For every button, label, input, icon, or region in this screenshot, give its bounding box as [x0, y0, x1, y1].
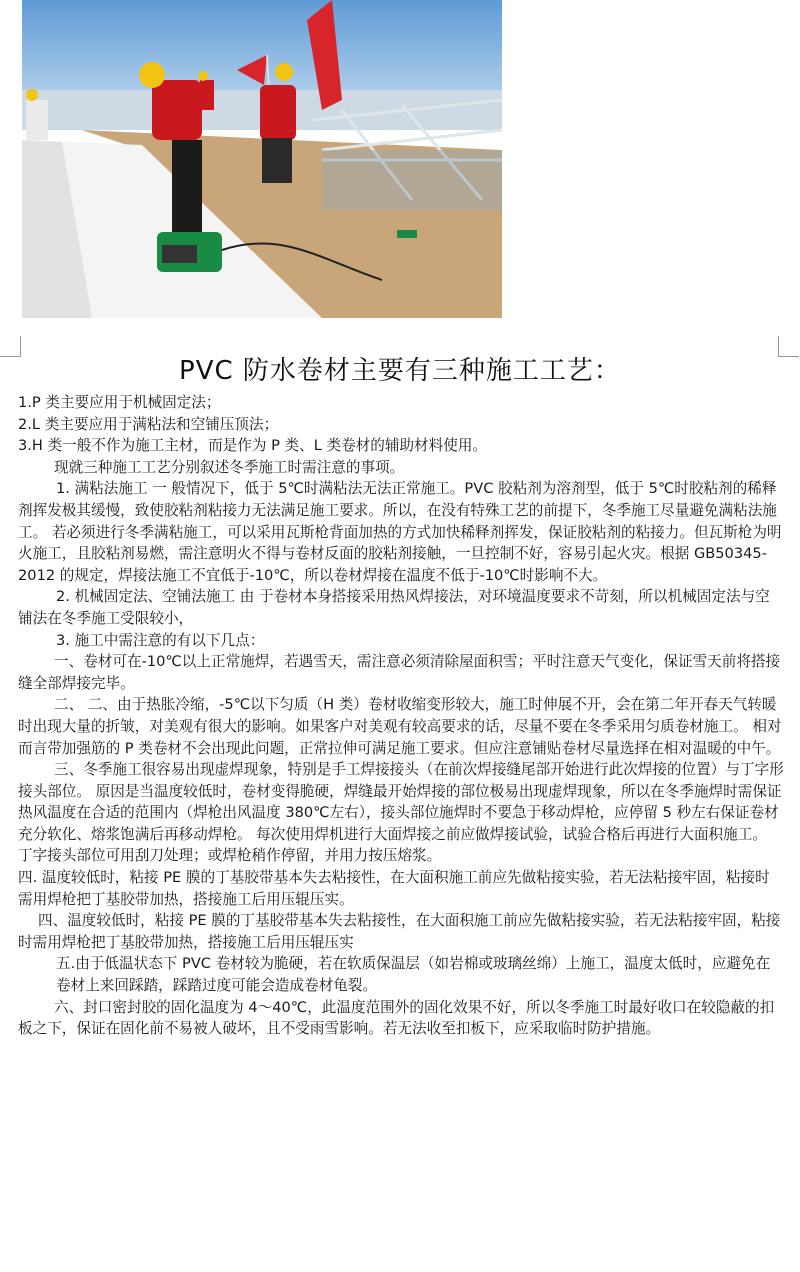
- paragraph-note-3: 三、冬季施工很容易出现虚焊现象，特别是手工焊接接头（在前次焊接缝尾部开始进行此次焊接的位置）与丁字形接头部位。 原因是当温度较低时，卷材变得脆硬，焊缝最开始焊接的部位极易出现虚焊现象，所以在冬季施焊时需保证热风温度在合适的范围内（焊枪出风温度 380℃左右），接头部位施焊时不要急于移动焊枪，应停留 5 秒左右保证卷材充分软化、熔浆饱满后再移动焊枪。 每次使用焊机进行大面焊接之前应做焊接试验，试验合格后再进行大面积施工。 丁字接头部位可用刮刀处理；或焊枪稍作停留，并用力按压熔浆。: [18, 761, 784, 865]
- construction-photo: [22, 0, 502, 318]
- paragraph-note-4a: 四. 温度较低时，粘接 PE 膜的丁基胶带基本失去粘接性，在大面积施工前应先做粘接实验，若无法粘接牢固，粘接时需用焊枪把丁基胶带加热，搭接施工后用压辊压实。: [18, 869, 770, 908]
- paragraph-note-1: 一、卷材可在-10℃以上正常施焊，若遇雪天，需注意必须清除屋面积雪；平时注意天气变化，保证雪天前将搭接缝全部焊接完毕。: [18, 653, 781, 692]
- paragraph-intro: 现就三种施工工艺分别叙述冬季施工时需注意的事项。: [54, 458, 405, 476]
- paragraph-mechanical: 2. 机械固定法、空铺法施工 由 于卷材本身搭接采用热风焊接法，对环境温度要求不苛刻，所以机械固定法与空铺法在冬季施工受限较小，: [18, 588, 770, 627]
- paragraph-item-2: 2.L 类主要应用于满粘法和空铺压顶法；: [18, 415, 279, 433]
- paragraph-item-3: 3.H 类一般不作为施工主材，而是作为 P 类、L 类卷材的辅助材料使用。: [18, 437, 488, 455]
- document-body: [18, 392, 784, 1040]
- paragraph-note-2: 二、 二、由于热胀冷缩，-5℃以下匀质（H 类）卷材收缩变形较大，施工时伸展不开，会在第二年开春天气转暖时出现大量的折皱，对美观有很大的影响。如果客户对美观有较高要求的话，尽量不要在冬季采用匀质卷材施工。 相对而言带加强筋的 P 类卷材不会出现此问题，正常拉伸可满足施工要求。但应注意铺贴卷材尽量选择在相对温暖的中午。: [18, 696, 782, 757]
- paragraph-notes-heading: 3. 施工中需注意的有以下几点：: [56, 631, 265, 649]
- paragraph-item-1: 1.P 类主要应用于机械固定法；: [18, 394, 221, 411]
- paragraph-note-6: 六、封口密封胶的固化温度为 4～40℃，此温度范围外的固化效果不好，所以冬季施工时最好收口在较隐蔽的扣板之下，保证在固化前不易被人破坏，且不受雨雪影响。若无法收至扣板下，应采取临时防护措施。: [18, 998, 775, 1038]
- paragraph-full-bond: 1. 满粘法施工 一 般情况下，低于 5℃时满粘法无法正常施工。PVC 胶粘剂为溶剂型，低于 5℃时胶粘剂的稀释剂挥发极其缓慢，致使胶粘剂粘接力无法满足施工要求。所以，在没有特殊工艺的前提下，冬季施工尽量避免满粘法施工。 若必须进行冬季满粘施工，可以采用瓦斯枪背面加热的方式加快稀释剂挥发，保证胶粘剂的粘接力。但瓦斯枪为明火施工，且胶粘剂易燃，需注意明火不得与卷材反面的胶粘剂接触，一旦控制不好，容易引起火灾。根据 GB50345-2012 的规定，焊接法施工不宜低于-10℃，所以卷材焊接在温度不低于-10℃时影响不大。: [18, 480, 782, 584]
- paragraph-note-5: 五.由于低温状态下 PVC 卷材较为脆硬，若在软质保温层（如岩棉或玻璃丝绵）上施工，温度太低时，应避免在卷材上来回踩踏，踩踏过度可能会造成卷材龟裂。: [56, 955, 771, 995]
- paragraph-note-4b: 四、温度较低时，粘接 PE 膜的丁基胶带基本失去粘接性，在大面积施工前应先做粘接实验，若无法粘接牢固，粘接时需用焊枪把丁基胶带加热，搭接施工后用压辊压实: [18, 912, 781, 951]
- page-title: PVC 防水卷材主要有三种施工工艺：: [179, 356, 621, 386]
